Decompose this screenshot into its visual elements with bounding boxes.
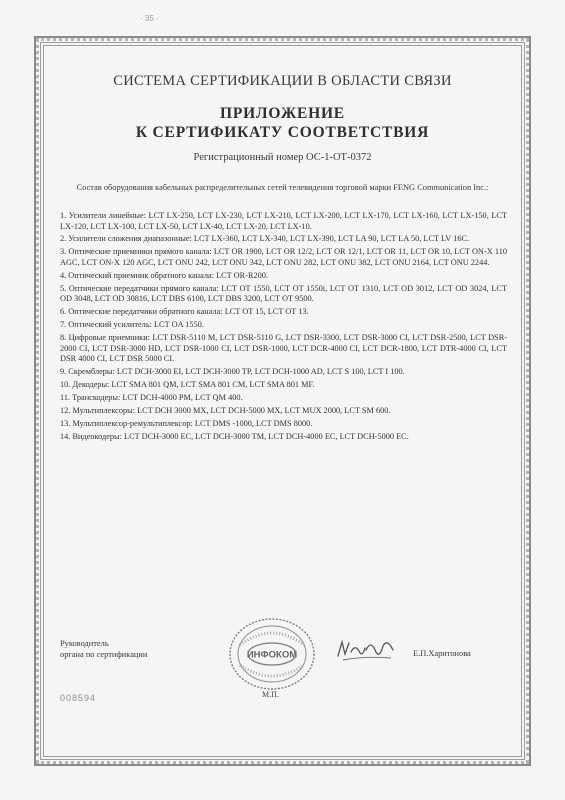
- document-title: ПРИЛОЖЕНИЕ: [220, 105, 345, 122]
- list-item: 13. Мультиплексор-ремультиплексор: LCT DMS -1000, LCT DMS 8000.: [60, 418, 313, 428]
- list-item: 11. Транскодеры: LCT DCH-4000 PM, LCT QM 400.: [60, 392, 243, 402]
- list-item: 2. Усилители сложения диапазонные: LCT LX-360, LCT LX-340, LCT LX-390, LCT LA 90, LCT LA 50, LCT LV 16C.: [60, 234, 470, 244]
- signature-icon: [335, 636, 397, 666]
- signatory-name: Е.П.Харитонова: [413, 649, 471, 658]
- list-item: 7. Оптический усилитель: LCT OA 1550.: [60, 320, 204, 330]
- stamp-seal-icon: [226, 615, 318, 693]
- list-item: 1. Усилители линейные: LCT LX-250, LCT LX-230, LCT LX-210, LCT LX-200, LCT LX-170, LCT LX-160, LCT LX-150, LCT LX-120, LCT LX-100, LCT LX-50, LCT LX-40, LCT LX-20, LCT LX-10.: [60, 211, 507, 231]
- serial-number: 008594: [60, 693, 97, 703]
- system-title: СИСТЕМА СЕРТИФИКАЦИИ В ОБЛАСТИ СВЯЗИ: [113, 73, 452, 89]
- list-item: 10. Декодеры: LCT SMA 801 QM, LCT SMA 801 CM, LCT SMA 801 MF.: [60, 379, 315, 389]
- official-stamp: [226, 615, 318, 698]
- intro-text: Состав оборудования кабельных распределительных сетей телевидения торговой марки FENG Communication Inc.:: [76, 183, 489, 192]
- handwritten-signature: [335, 636, 397, 671]
- list-item: 14. Видеокодеры: LCT DCH-3000 EC, LCT DCH-3000 TM, LCT DCH-4000 EC, LCT DCH-5000 EC.: [60, 431, 409, 441]
- document-subtitle: К СЕРТИФИКАТУ СООТВЕТСТВИЯ: [135, 124, 430, 141]
- list-item: 3. Оптические приемники прямого канала: LCT OR 1900, LCT OR 12/2, LCT OR 12/1, LCT OR 11, LCT OR 10, LCT ON-X 110 AGC, LCT ON-X 120 AGC, LCT ONU 242, LCT ONU 342, LCT ONU 282, LCT ONU 382, LCT ONU 2164, LCT ONU 2244.: [60, 247, 507, 267]
- registration-number: Регистрационный номер ОС-1-ОТ-0372: [193, 152, 372, 163]
- list-item: 12. Мультиплексоры: LCT DCH 3000 MX, LCT DCH-5000 MX, LCT MUX 2000, LCT SM 600.: [60, 405, 391, 415]
- list-item: 6. Оптические передатчики обратного канала: LCT OT 15, LCT OT 13.: [60, 307, 309, 317]
- svg-text:ИНФОКОМ: ИНФОКОМ: [246, 649, 298, 661]
- stamp-place-label: М.П.: [262, 690, 279, 699]
- list-item: 8. Цифровые приемники: LCT DSR-5110 M, LCT DSR-5110 G, LCT DSR-3300, LCT DSR-3000 CI, LCT DSR-2500, LCT DSR-2000 CI, LCT DSR-3000 HD, LCT DSR-1000 CI, LCT DSR-1000, LCT DCR-4000 CI, LCT DCR-1800, LCT DTR-4000 CI, LCT DSR 4000 CI, LCT DSR 5000 CI.: [60, 333, 507, 364]
- signatory-role-line1: Руководитель: [60, 639, 109, 648]
- list-item: 5. Оптические передатчики прямого канала: LCT OT 1550, LCT OT 1550i, LCT OT 1310, LCT OD 3012, LCT OD 3024, LCT OD 3048, LCT OD 30816, LCT DBS 6100, LCT DBS 3200, LCT OT 9500.: [60, 283, 507, 304]
- signatory-role: [60, 638, 147, 660]
- corner-mark: · 35 ·: [140, 14, 159, 23]
- list-item: 4. Оптический приемник обратного канала: LCT OR-R200.: [60, 270, 269, 280]
- signatory-role-line2: органа по сертификации: [60, 650, 148, 659]
- equipment-list: [60, 211, 507, 444]
- list-item: 9. Скремблеры: LCT DCH-3000 EI, LCT DCH-3000 TP, LCT DCH-1000 AD, LCT S 100, LCT I 100.: [60, 367, 405, 377]
